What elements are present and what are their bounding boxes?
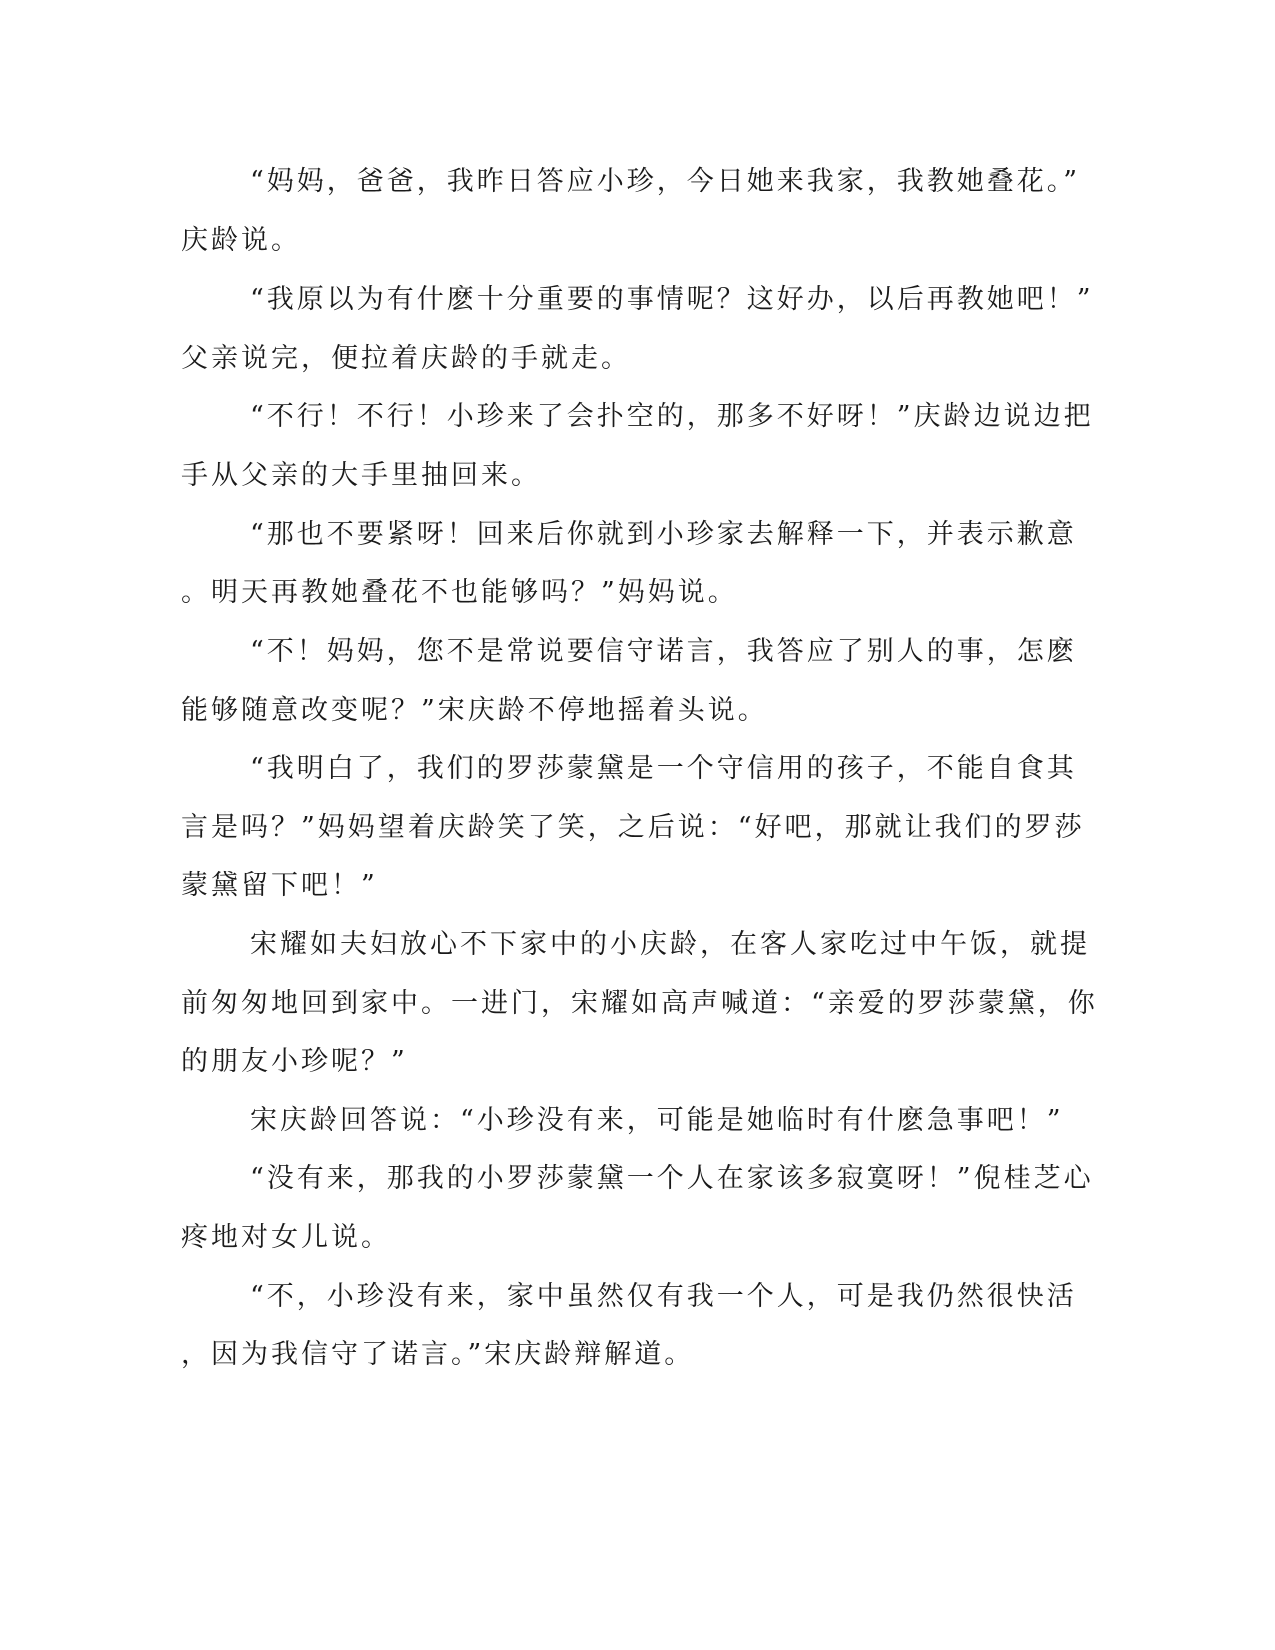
text-line: 疼地对女儿说。	[181, 1222, 391, 1253]
text-line: “没有来，那我的小罗莎蒙黛一个人在家该多寂寞呀！”倪桂芝心	[250, 1163, 1094, 1194]
text-line: “不！妈妈，您不是常说要信守诺言，我答应了别人的事，怎麽	[250, 636, 1077, 667]
text-line: 宋庆龄回答说：“小珍没有来，可能是她临时有什麽急事吧！”	[250, 1105, 1064, 1136]
text-line: 前匆匆地回到家中。一进门，宋耀如高声喊道：“亲爱的罗莎蒙黛，你	[181, 988, 1098, 1019]
text-line: “我明白了，我们的罗莎蒙黛是一个守信用的孩子，不能自食其	[250, 753, 1077, 784]
text-line: “妈妈，爸爸，我昨日答应小珍，今日她来我家，我教她叠花。”	[250, 166, 1081, 197]
text-line: 的朋友小珍呢？”	[181, 1046, 408, 1077]
text-line: 能够随意改变呢？”宋庆龄不停地摇着头说。	[181, 695, 768, 726]
text-line: 手从父亲的大手里抽回来。	[181, 460, 541, 491]
text-line: 。明天再教她叠花不也能够吗？”妈妈说。	[181, 577, 738, 608]
text-line: 言是吗？”妈妈望着庆龄笑了笑，之后说：“好吧，那就让我们的罗莎	[181, 812, 1085, 843]
text-line: 宋耀如夫妇放心不下家中的小庆龄，在客人家吃过中午饭，就提	[250, 929, 1090, 960]
text-line: “不，小珍没有来，家中虽然仅有我一个人，可是我仍然很快活	[250, 1281, 1077, 1312]
text-line: “不行！不行！小珍来了会扑空的，那多不好呀！”庆龄边说边把	[250, 401, 1094, 432]
text-line: “我原以为有什麽十分重要的事情呢？这好办，以后再教她吧！”	[250, 284, 1094, 315]
text-line: 庆龄说。	[181, 225, 301, 256]
text-line: “那也不要紧呀！回来后你就到小珍家去解释一下，并表示歉意	[250, 519, 1077, 550]
text-line: ，因为我信守了诺言。”宋庆龄辩解道。	[181, 1339, 695, 1370]
text-line: 蒙黛留下吧！”	[181, 870, 378, 901]
text-line: 父亲说完，便拉着庆龄的手就走。	[181, 343, 631, 374]
